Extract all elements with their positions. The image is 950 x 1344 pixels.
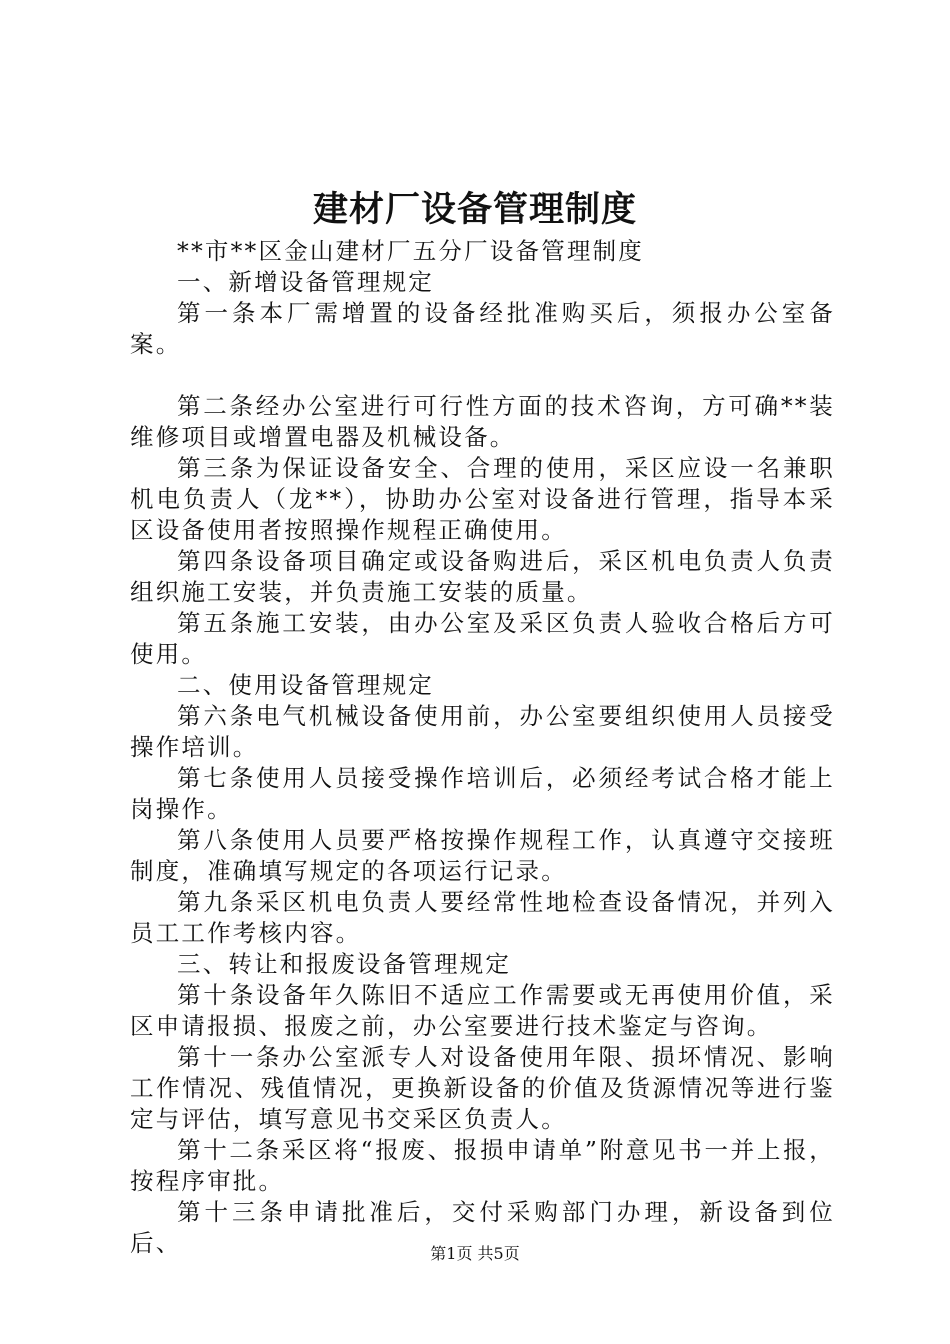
article-2: 第二条经办公室进行可行性方面的技术咨询，方可确**装维修项目或增置电器及机械设备。 xyxy=(130,392,835,451)
article-11: 第十一条办公室派专人对设备使用年限、损坏情况、影响工作情况、残值情况，更换新设备的价值及货源情况等进行鉴定与评估，填写意见书交采区负责人。 xyxy=(130,1043,835,1133)
article-4: 第四条设备项目确定或设备购进后，采区机电负责人负责组织施工安装，并负责施工安装的质量。 xyxy=(130,547,835,606)
article-5: 第五条施工安装，由办公室及采区负责人验收合格后方可使用。 xyxy=(130,609,835,668)
document-body xyxy=(130,236,835,1259)
section-heading-2: 二、使用设备管理规定 xyxy=(177,671,434,699)
article-12: 第十二条采区将“报废、报损申请单”附意见书一并上报，按程序审批。 xyxy=(130,1136,835,1195)
article-3: 第三条为保证设备安全、合理的使用，采区应设一名兼职机电负责人（龙**），协助办公室对设备进行管理，指导本采区设备使用者按照操作规程正确使用。 xyxy=(130,454,835,544)
paragraph-subtitle: **市**区金山建材厂五分厂设备管理制度 xyxy=(177,237,644,265)
article-7: 第七条使用人员接受操作培训后，必须经考试合格才能上岗操作。 xyxy=(130,764,835,823)
article-9: 第九条采区机电负责人要经常性地检查设备情况，并列入员工工作考核内容。 xyxy=(130,888,835,947)
section-heading-1: 一、新增设备管理规定 xyxy=(177,268,434,296)
article-6: 第六条电气机械设备使用前，办公室要组织使用人员接受操作培训。 xyxy=(130,702,835,761)
page-number-footer: 第1页 共5页 xyxy=(430,1244,520,1263)
article-8: 第八条使用人员要严格按操作规程工作，认真遵守交接班制度，准确填写规定的各项运行记录。 xyxy=(130,826,835,885)
article-1: 第一条本厂需增置的设备经批准购买后，须报办公室备案。 xyxy=(130,299,835,358)
document-title: 建材厂设备管理制度 xyxy=(312,189,637,230)
article-10: 第十条设备年久陈旧不适应工作需要或无再使用价值，采区申请报损、报废之前，办公室要进行技术鉴定与咨询。 xyxy=(130,981,835,1040)
article-13: 第十三条申请批准后，交付采购部门办理，新设备到位后、 xyxy=(130,1198,835,1257)
section-heading-3: 三、转让和报废设备管理规定 xyxy=(177,950,512,978)
